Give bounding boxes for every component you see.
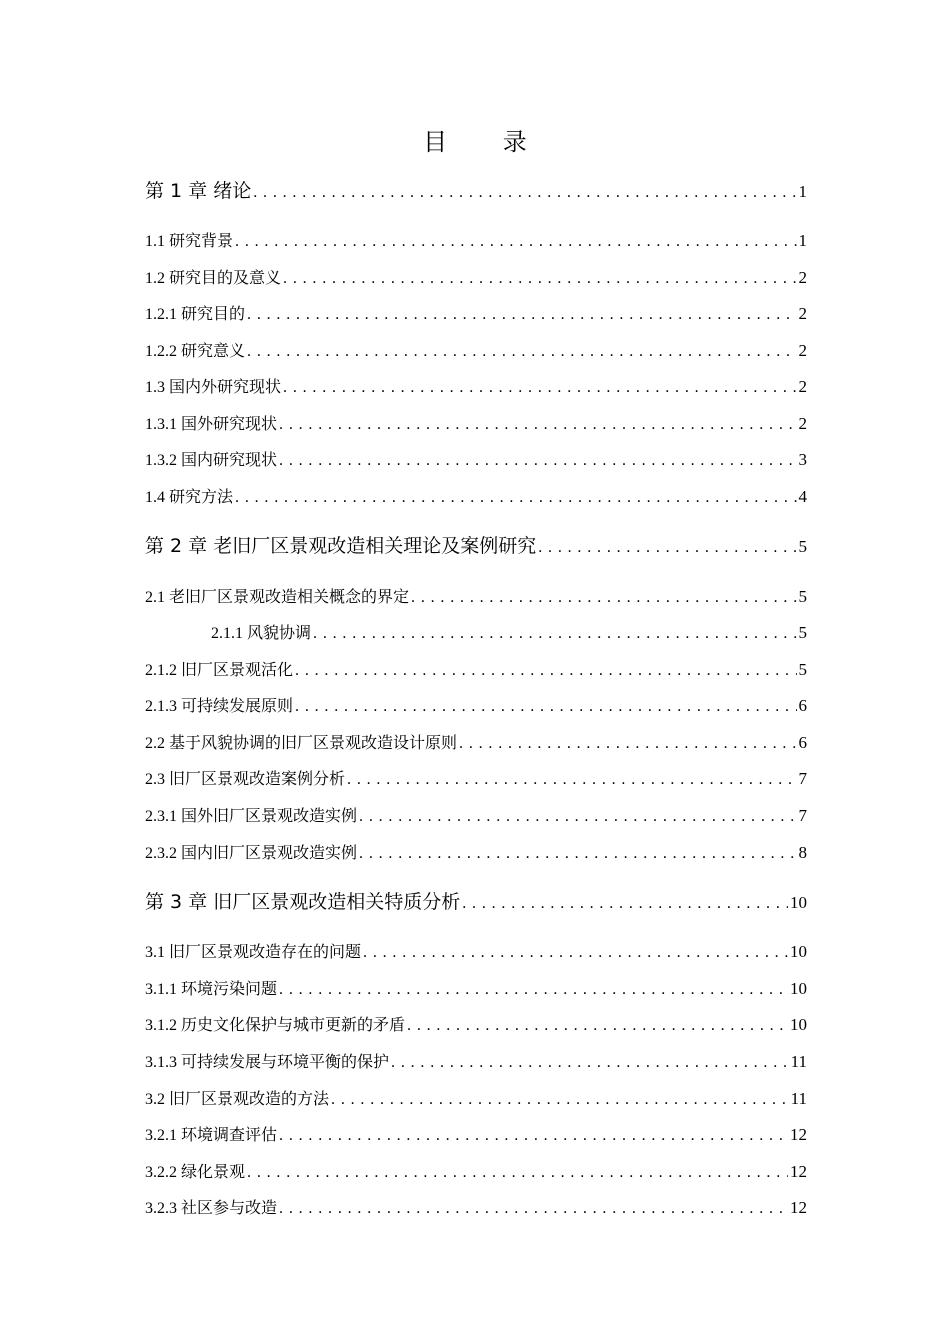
toc-section-entry[interactable]	[145, 768, 807, 791]
toc-section-entry[interactable]	[145, 622, 807, 645]
toc-dot-leader	[253, 180, 796, 206]
toc-section-entry[interactable]	[145, 1014, 807, 1037]
toc-dot-leader	[347, 769, 796, 791]
toc-dot-leader	[279, 1125, 788, 1147]
toc-entry-label: 2.1.3 可持续发展原则	[145, 698, 294, 715]
toc-section-entry[interactable]	[145, 230, 807, 253]
toc-page-number: 7	[798, 806, 807, 825]
toc-page-number: 10	[790, 942, 807, 961]
toc-dot-leader	[279, 1198, 788, 1220]
toc-page-number: 5	[798, 537, 807, 556]
toc-section-entry[interactable]	[145, 1161, 807, 1184]
toc-entry-label: 1.2.2 研究意义	[145, 343, 246, 360]
toc-page-number: 2	[798, 341, 807, 360]
toc-entry-label: 2.1.1 风貌协调	[211, 625, 312, 642]
toc-entry-label: 1.2.1 研究目的	[145, 306, 246, 323]
toc-dot-leader	[279, 450, 796, 472]
toc-page-number: 6	[798, 733, 807, 752]
toc-page-number: 1	[798, 182, 807, 201]
toc-page-number: 10	[790, 1015, 807, 1034]
toc-section-entry[interactable]	[145, 941, 807, 964]
toc-entry-label: 3.2.2 绿化景观	[145, 1164, 246, 1181]
toc-dot-leader	[235, 487, 796, 509]
toc-entry-label: 3.2.3 社区参与改造	[145, 1200, 278, 1217]
toc-section-entry[interactable]	[145, 340, 807, 363]
toc-dot-leader	[295, 696, 796, 718]
toc-entry-label: 3.1.1 环境污染问题	[145, 981, 278, 998]
toc-entry-label: 2.3.2 国内旧厂区景观改造实例	[145, 845, 358, 862]
toc-dot-leader	[295, 660, 796, 682]
toc-entry-label: 第 2 章 老旧厂区景观改造相关理论及案例研究	[145, 535, 537, 557]
toc-chapter-entry[interactable]	[145, 533, 807, 561]
toc-page-number: 12	[790, 1162, 807, 1181]
toc-dot-leader	[331, 1089, 789, 1111]
toc-entry-label: 第 3 章 旧厂区景观改造相关特质分析	[145, 891, 461, 913]
toc-dot-leader	[235, 231, 796, 253]
toc-page-number: 4	[798, 487, 807, 506]
toc-section-entry[interactable]	[145, 1088, 807, 1111]
toc-entry-label: 2.3.1 国外旧厂区景观改造实例	[145, 808, 358, 825]
toc-dot-leader	[391, 1052, 789, 1074]
toc-page-number: 5	[798, 660, 807, 679]
toc-page-number: 6	[798, 696, 807, 715]
toc-page-number: 2	[798, 377, 807, 396]
toc-dot-leader	[279, 414, 796, 436]
toc-entry-label: 1.3 国内外研究现状	[145, 379, 282, 396]
toc-entry-label: 3.1 旧厂区景观改造存在的问题	[145, 944, 362, 961]
toc-entry-label: 2.2 基于风貌协调的旧厂区景观改造设计原则	[145, 735, 458, 752]
toc-section-entry[interactable]	[145, 659, 807, 682]
toc-page-number: 5	[798, 623, 807, 642]
toc-section-entry[interactable]	[145, 413, 807, 436]
toc-entry-label: 1.3.1 国外研究现状	[145, 416, 278, 433]
toc-dot-leader	[407, 1015, 788, 1037]
toc-dot-leader	[363, 942, 788, 964]
toc-section-entry[interactable]	[145, 449, 807, 472]
toc-entry-label: 1.4 研究方法	[145, 489, 234, 506]
toc-dot-leader	[283, 377, 796, 399]
toc-page-number: 3	[798, 450, 807, 469]
toc-page-number: 11	[790, 1089, 807, 1108]
toc-page-number: 10	[790, 979, 807, 998]
toc-page-number: 2	[798, 304, 807, 323]
toc-section-entry[interactable]	[145, 1124, 807, 1147]
toc-section-entry[interactable]	[145, 586, 807, 609]
toc-section-entry[interactable]	[145, 376, 807, 399]
toc-dot-leader	[359, 843, 796, 865]
toc-page-number: 5	[798, 587, 807, 606]
toc-chapter-entry[interactable]	[145, 178, 807, 206]
toc-entry-label: 3.1.3 可持续发展与环境平衡的保护	[145, 1054, 390, 1071]
toc-section-entry[interactable]	[145, 1197, 807, 1220]
toc-dot-leader	[538, 535, 796, 561]
page-title: 目 录	[423, 128, 551, 156]
toc-section-entry[interactable]	[145, 842, 807, 865]
toc-dot-leader	[359, 806, 796, 828]
toc-dot-leader	[462, 891, 788, 917]
toc-page-number: 8	[798, 843, 807, 862]
toc-dot-leader	[313, 623, 796, 645]
toc-section-entry[interactable]	[145, 1051, 807, 1074]
toc-page-number: 2	[798, 414, 807, 433]
toc-entry-label: 3.2 旧厂区景观改造的方法	[145, 1091, 330, 1108]
toc-entry-label: 1.3.2 国内研究现状	[145, 452, 278, 469]
toc-dot-leader	[279, 979, 788, 1001]
toc-page-number: 11	[790, 1052, 807, 1071]
toc-page-number: 12	[790, 1125, 807, 1144]
toc-section-entry[interactable]	[145, 267, 807, 290]
toc-dot-leader	[411, 587, 796, 609]
toc-entry-label: 第 1 章 绪论	[145, 180, 252, 202]
toc-entry-label: 2.1 老旧厂区景观改造相关概念的界定	[145, 589, 410, 606]
toc-page-number: 1	[798, 231, 807, 250]
toc-entry-label: 1.2 研究目的及意义	[145, 270, 282, 287]
toc-section-entry[interactable]	[145, 695, 807, 718]
toc-dot-leader	[459, 733, 796, 755]
toc-page-number: 2	[798, 268, 807, 287]
toc-dot-leader	[247, 341, 796, 363]
toc-entry-label: 2.1.2 旧厂区景观活化	[145, 662, 294, 679]
toc-entry-label: 2.3 旧厂区景观改造案例分析	[145, 771, 346, 788]
toc-page-number: 10	[790, 893, 807, 912]
toc-section-entry[interactable]	[145, 486, 807, 509]
toc-section-entry[interactable]	[145, 805, 807, 828]
toc-entry-label: 1.1 研究背景	[145, 233, 234, 250]
toc-entry-label: 3.2.1 环境调查评估	[145, 1127, 278, 1144]
toc-page-number: 12	[790, 1198, 807, 1217]
toc-dot-leader	[283, 268, 796, 290]
toc-chapter-entry[interactable]	[145, 889, 807, 917]
toc-section-entry[interactable]	[145, 978, 807, 1001]
toc-page-number: 7	[798, 769, 807, 788]
toc-section-entry[interactable]	[145, 732, 807, 755]
toc-section-entry[interactable]	[145, 303, 807, 326]
toc-dot-leader	[247, 1162, 788, 1184]
toc-entry-label: 3.1.2 历史文化保护与城市更新的矛盾	[145, 1017, 406, 1034]
toc-dot-leader	[247, 304, 796, 326]
